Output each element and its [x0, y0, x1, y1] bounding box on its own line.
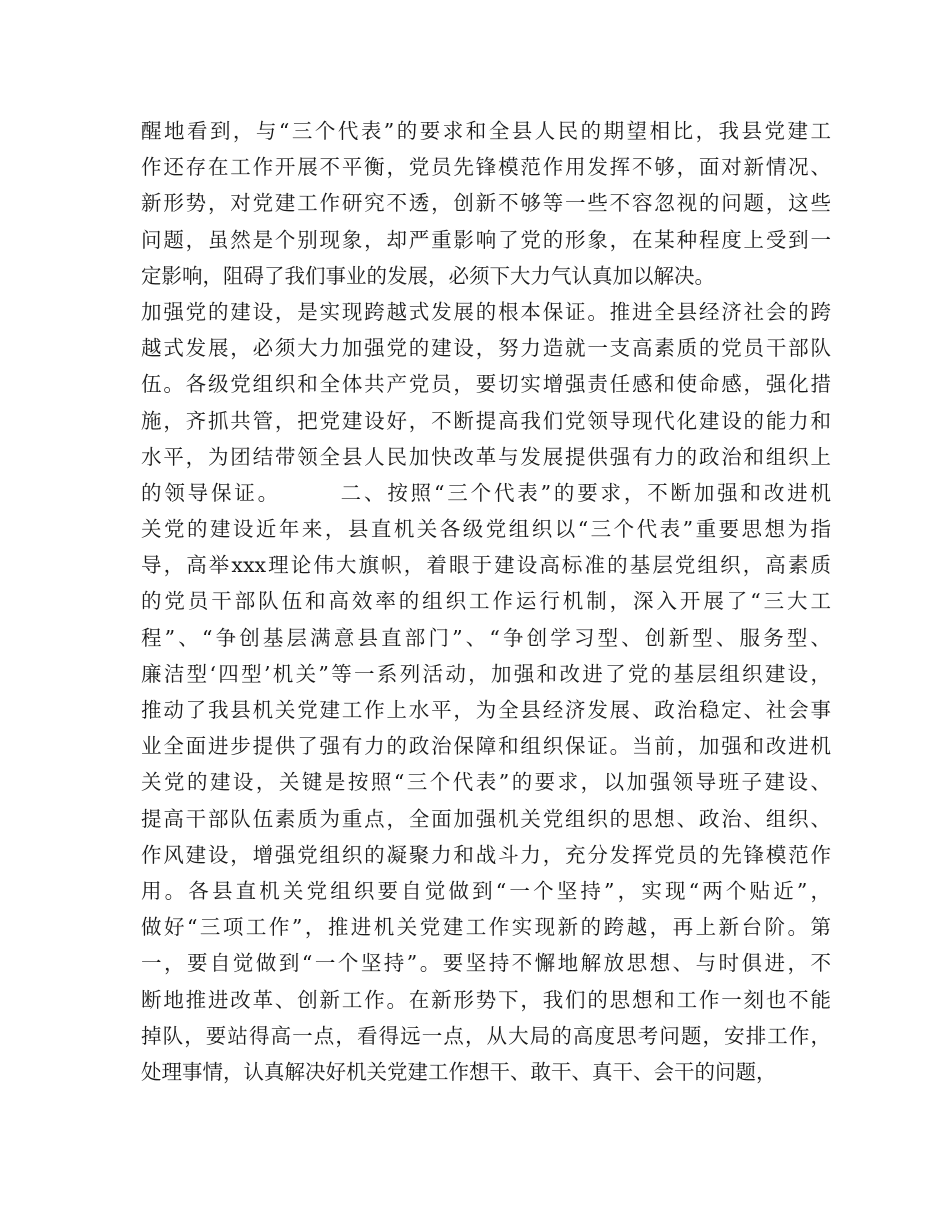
- text-line: 加强党的建设，是实现跨越式发展的根本保证。推进全县经济社会的跨: [141, 299, 831, 324]
- text-line: 断地推进改革、创新工作。在新形势下，我们的思想和工作一刻也不能: [141, 987, 831, 1012]
- text-line: 导，高举xxx理论伟大旗帜，着眼于建设高标准的基层党组织，高素质: [141, 553, 831, 578]
- text-line: 一，要自觉做到“一个坚持”。要坚持不懈地解放思想、与时俱进，不: [141, 951, 831, 976]
- text-line: 问题，虽然是个别现象，却严重影响了党的形象，在某种程度上受到一: [141, 227, 831, 252]
- text-line: 醒地看到，与“三个代表”的要求和全县人民的期望相比，我县党建工: [141, 119, 831, 143]
- text-line: 定影响，阻碍了我们事业的发展，必须下大力气认真加以解决。: [141, 263, 715, 288]
- text-line: 越式发展，必须大力加强党的建设，努力造就一支高素质的党员干部队: [141, 336, 831, 361]
- text-line: 水平，为团结带领全县人民加快改革与发展提供强有力的政治和组织上: [141, 444, 831, 469]
- text-line: 关党的建设近年来，县直机关各级党组织以“三个代表”重要思想为指: [141, 517, 831, 542]
- text-line: 廉洁型‘四型’机关”等一系列活动，加强和改进了党的基层组织建设，: [141, 661, 831, 686]
- text-line: 作还存在工作开展不平衡，党员先锋模范作用发挥不够，面对新情况、: [141, 155, 831, 180]
- text-line: 施，齐抓共管，把党建设好，不断提高我们党领导现代化建设的能力和: [141, 408, 831, 433]
- text-line: 做好“三项工作”，推进机关党建工作实现新的跨越，再上新台阶。第: [141, 915, 831, 940]
- text-line: 推动了我县机关党建工作上水平，为全县经济发展、政治稳定、社会事: [141, 698, 831, 722]
- text-line: 作风建设，增强党组织的凝聚力和战斗力，充分发挥党员的先锋模范作: [141, 842, 831, 867]
- text-line: 提高干部队伍素质为重点，全面加强机关党组织的思想、政治、组织、: [141, 806, 831, 831]
- text-line: 的领导保证。 二、按照“三个代表”的要求，不断加强和改进机: [141, 480, 831, 505]
- text-line: 用。各县直机关党组织要自觉做到“一个坚持”，实现“两个贴近”，: [141, 878, 831, 903]
- text-line: 新形势，对党建工作研究不透，创新不够等一些不容忽视的问题，这些: [141, 191, 831, 216]
- text-line: 关党的建设，关键是按照“三个代表”的要求，以加强领导班子建设、: [141, 770, 831, 795]
- text-line: 掉队，要站得高一点，看得远一点，从大局的高度思考问题，安排工作，: [141, 1023, 831, 1048]
- text-line: 的党员干部队伍和高效率的组织工作运行机制，深入开展了“三大工: [141, 589, 831, 614]
- body-text: [141, 113, 831, 1090]
- text-line: 业全面进步提供了强有力的政治保障和组织保证。当前，加强和改进机: [141, 734, 831, 759]
- text-line: 伍。各级党组织和全体共产党员，要切实增强责任感和使命感，强化措: [141, 372, 831, 397]
- text-line: 程”、“争创基层满意县直部门”、“争创学习型、创新型、服务型、: [141, 625, 831, 650]
- text-line: 处理事情，认真解决好机关党建工作想干、敢干、真干、会干的问题，: [141, 1059, 777, 1084]
